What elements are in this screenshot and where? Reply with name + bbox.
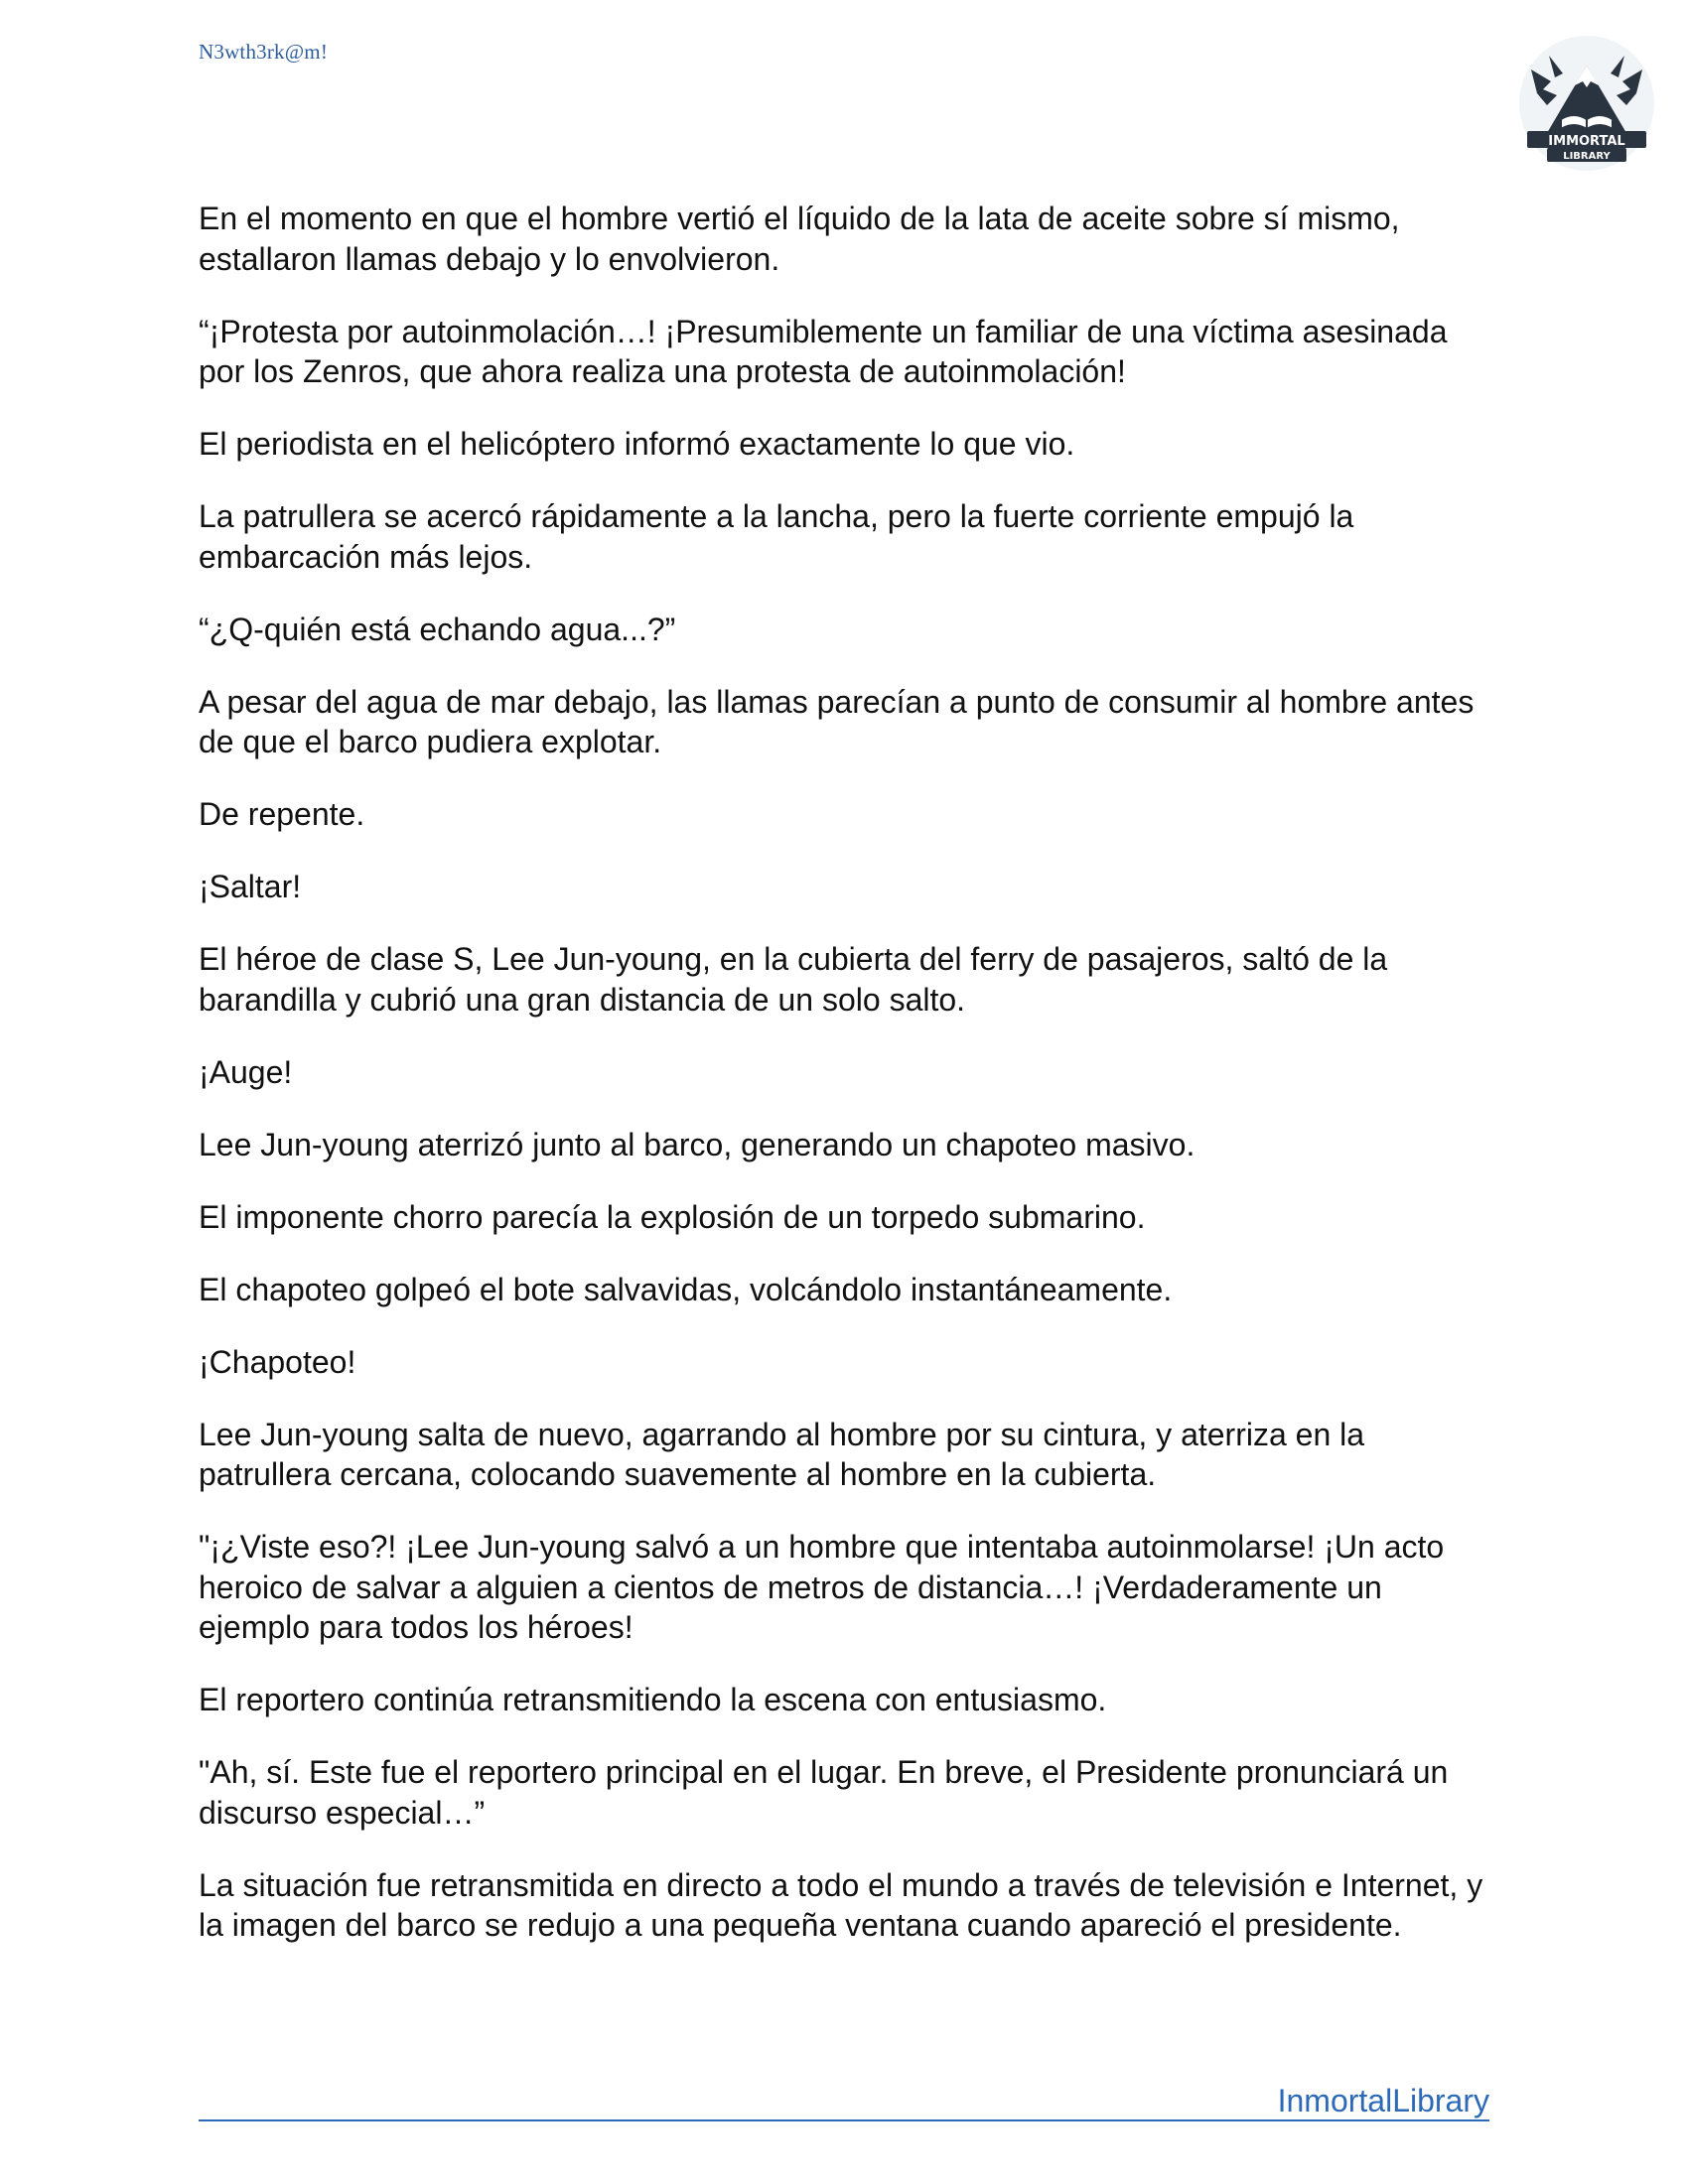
paragraph: Lee Jun-young aterrizó junto al barco, generando un chapoteo masivo. <box>199 1126 1196 1162</box>
paragraph: “¿Q-quién está echando agua...?” <box>199 611 676 647</box>
paragraph: El héroe de clase S, Lee Jun-young, en la cubierta del ferry de pasajeros, saltó de la barandilla y cubrió una gran distancia de un solo salto. <box>199 941 1388 1018</box>
paragraph: "¡¿Viste eso?! ¡Lee Jun-young salvó a un hombre que intentaba autoinmolarse! ¡Un acto heroico de salvar a alguien a cientos de metros de distancia…! ¡Verdaderamente un ejemplo para todos los héroes! <box>199 1529 1445 1645</box>
paragraph: La situación fue retransmitida en directo a todo el mundo a través de televisión e Internet, y la imagen del barco se redujo a una pequeña ventana cuando apareció el presidente. <box>199 1866 1483 1943</box>
paragraph: A pesar del agua de mar debajo, las llamas parecían a punto de consumir al hombre antes de que el barco pudiera explotar. <box>199 683 1475 759</box>
paragraph: La patrullera se acercó rápidamente a la lancha, pero la fuerte corriente empujó la embarcación más lejos. <box>199 498 1354 575</box>
paragraph: ¡Auge! <box>199 1053 293 1090</box>
paragraph: El imponente chorro parecía la explosión de un torpedo submarino. <box>199 1198 1146 1235</box>
paragraph: El reportero continúa retransmitiendo la escena con entusiasmo. <box>199 1682 1107 1717</box>
paragraph: ¡Chapoteo! <box>199 1343 356 1380</box>
footer-link[interactable]: InmortalLibrary <box>1277 2083 1489 2118</box>
paragraph: El chapoteo golpeó el bote salvavidas, volcándolo instantáneamente. <box>199 1271 1173 1307</box>
document-body <box>199 199 1489 1978</box>
logo-text-immortal: IMMORTAL <box>1548 134 1625 149</box>
header-tag: N3wth3rk@m! <box>199 40 329 64</box>
paragraph: En el momento en que el hombre vertió el líquido de la lata de aceite sobre sí mismo, estallaron llamas debajo y lo envolvieron. <box>199 201 1400 277</box>
paragraph: "Ah, sí. Este fue el reportero principal en el lugar. En breve, el Presidente pronunciará un discurso especial…” <box>199 1754 1449 1831</box>
immortal-library-logo <box>1517 34 1656 173</box>
paragraph: De repente. <box>199 796 365 832</box>
paragraph: ¡Saltar! <box>199 869 302 904</box>
paragraph: Lee Jun-young salta de nuevo, agarrando al hombre por su cintura, y aterriza en la patrullera cercana, colocando suavemente al hombre en la cubierta. <box>199 1416 1365 1492</box>
paragraph: “¡Protesta por autoinmolación…! ¡Presumiblemente un familiar de una víctima asesinada por los Zenros, que ahora realiza una protesta de autoinmolación! <box>199 313 1448 389</box>
footer-divider <box>199 2119 1489 2121</box>
paragraph: El periodista en el helicóptero informó exactamente lo que vio. <box>199 426 1075 462</box>
logo-text-library: LIBRARY <box>1563 151 1611 162</box>
